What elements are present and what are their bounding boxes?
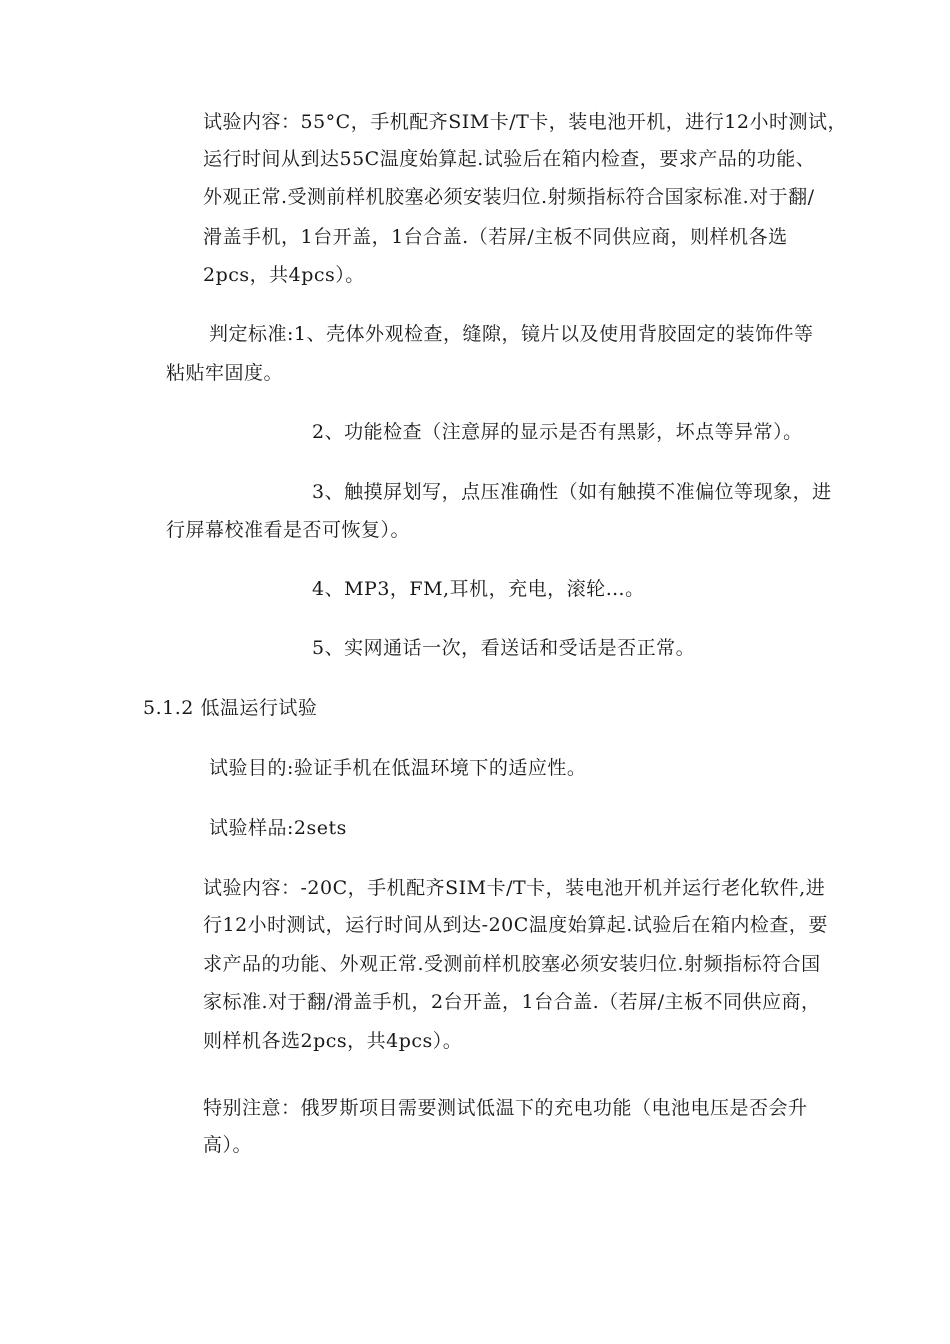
low-temp-content-line-5: 则样机各选2pcs，共4pcs）。 [203,1030,463,1052]
low-temp-content-line-2: 行12小时测试，运行时间从到达-20C温度始算起.试验后在箱内检查，要 [203,914,828,936]
section-heading: 5.1.2 低温运行试验 [143,697,318,719]
low-temp-content-line-4: 家标准.对于翻/滑盖手机，2台开盖，1台合盖.（若屏/主板不同供应商， [203,991,821,1013]
low-temp-content-line-1: 试验内容：-20C，手机配齐SIM卡/T卡，装电池开机并运行老化软件,进 [203,877,826,899]
criteria-item-1-line-2: 粘贴牢固度。 [166,362,284,384]
criteria-item-2: 2、功能检查（注意屏的显示是否有黑影，坏点等异常）。 [312,421,803,443]
low-temp-content-line-3: 求产品的功能、外观正常.受测前样机胶塞必须安装归位.射频指标符合国 [203,953,821,975]
test-content-line-2: 运行时间从到达55C温度始算起.试验后在箱内检查，要求产品的功能、 [203,148,816,170]
test-content-line-3: 外观正常.受测前样机胶塞必须安装归位.射频指标符合国家标准.对于翻/ [203,186,815,208]
criteria-item-4: 4、MP3，FM,耳机，充电，滚轮…。 [312,578,645,600]
criteria-item-3-line-1: 3、触摸屏划写，点压准确性（如有触摸不准偏位等现象，进 [312,481,832,503]
test-samples: 试验样品:2sets [209,817,347,839]
special-note-line-1: 特别注意：俄罗斯项目需要测试低温下的充电功能（电池电压是否会升 [203,1097,808,1119]
test-content-line-4: 滑盖手机，1台开盖，1台合盖.（若屏/主板不同供应商，则样机各选 [203,226,788,248]
special-note-line-2: 高）。 [203,1134,253,1156]
criteria-item-5: 5、实网通话一次，看送话和受话是否正常。 [312,637,696,659]
criteria-item-3-line-2: 行屏幕校准看是否可恢复）。 [166,519,411,541]
criteria-item-1-line-1: 判定标准:1、壳体外观检查，缝隙，镜片以及使用背胶固定的装饰件等 [209,323,814,345]
test-purpose: 试验目的:验证手机在低温环境下的适应性。 [209,757,587,779]
test-content-line-1: 试验内容：55°C，手机配齐SIM卡/T卡，装电池开机，进行12小时测试， [203,111,847,133]
test-content-line-5: 2pcs，共4pcs）。 [203,264,365,286]
